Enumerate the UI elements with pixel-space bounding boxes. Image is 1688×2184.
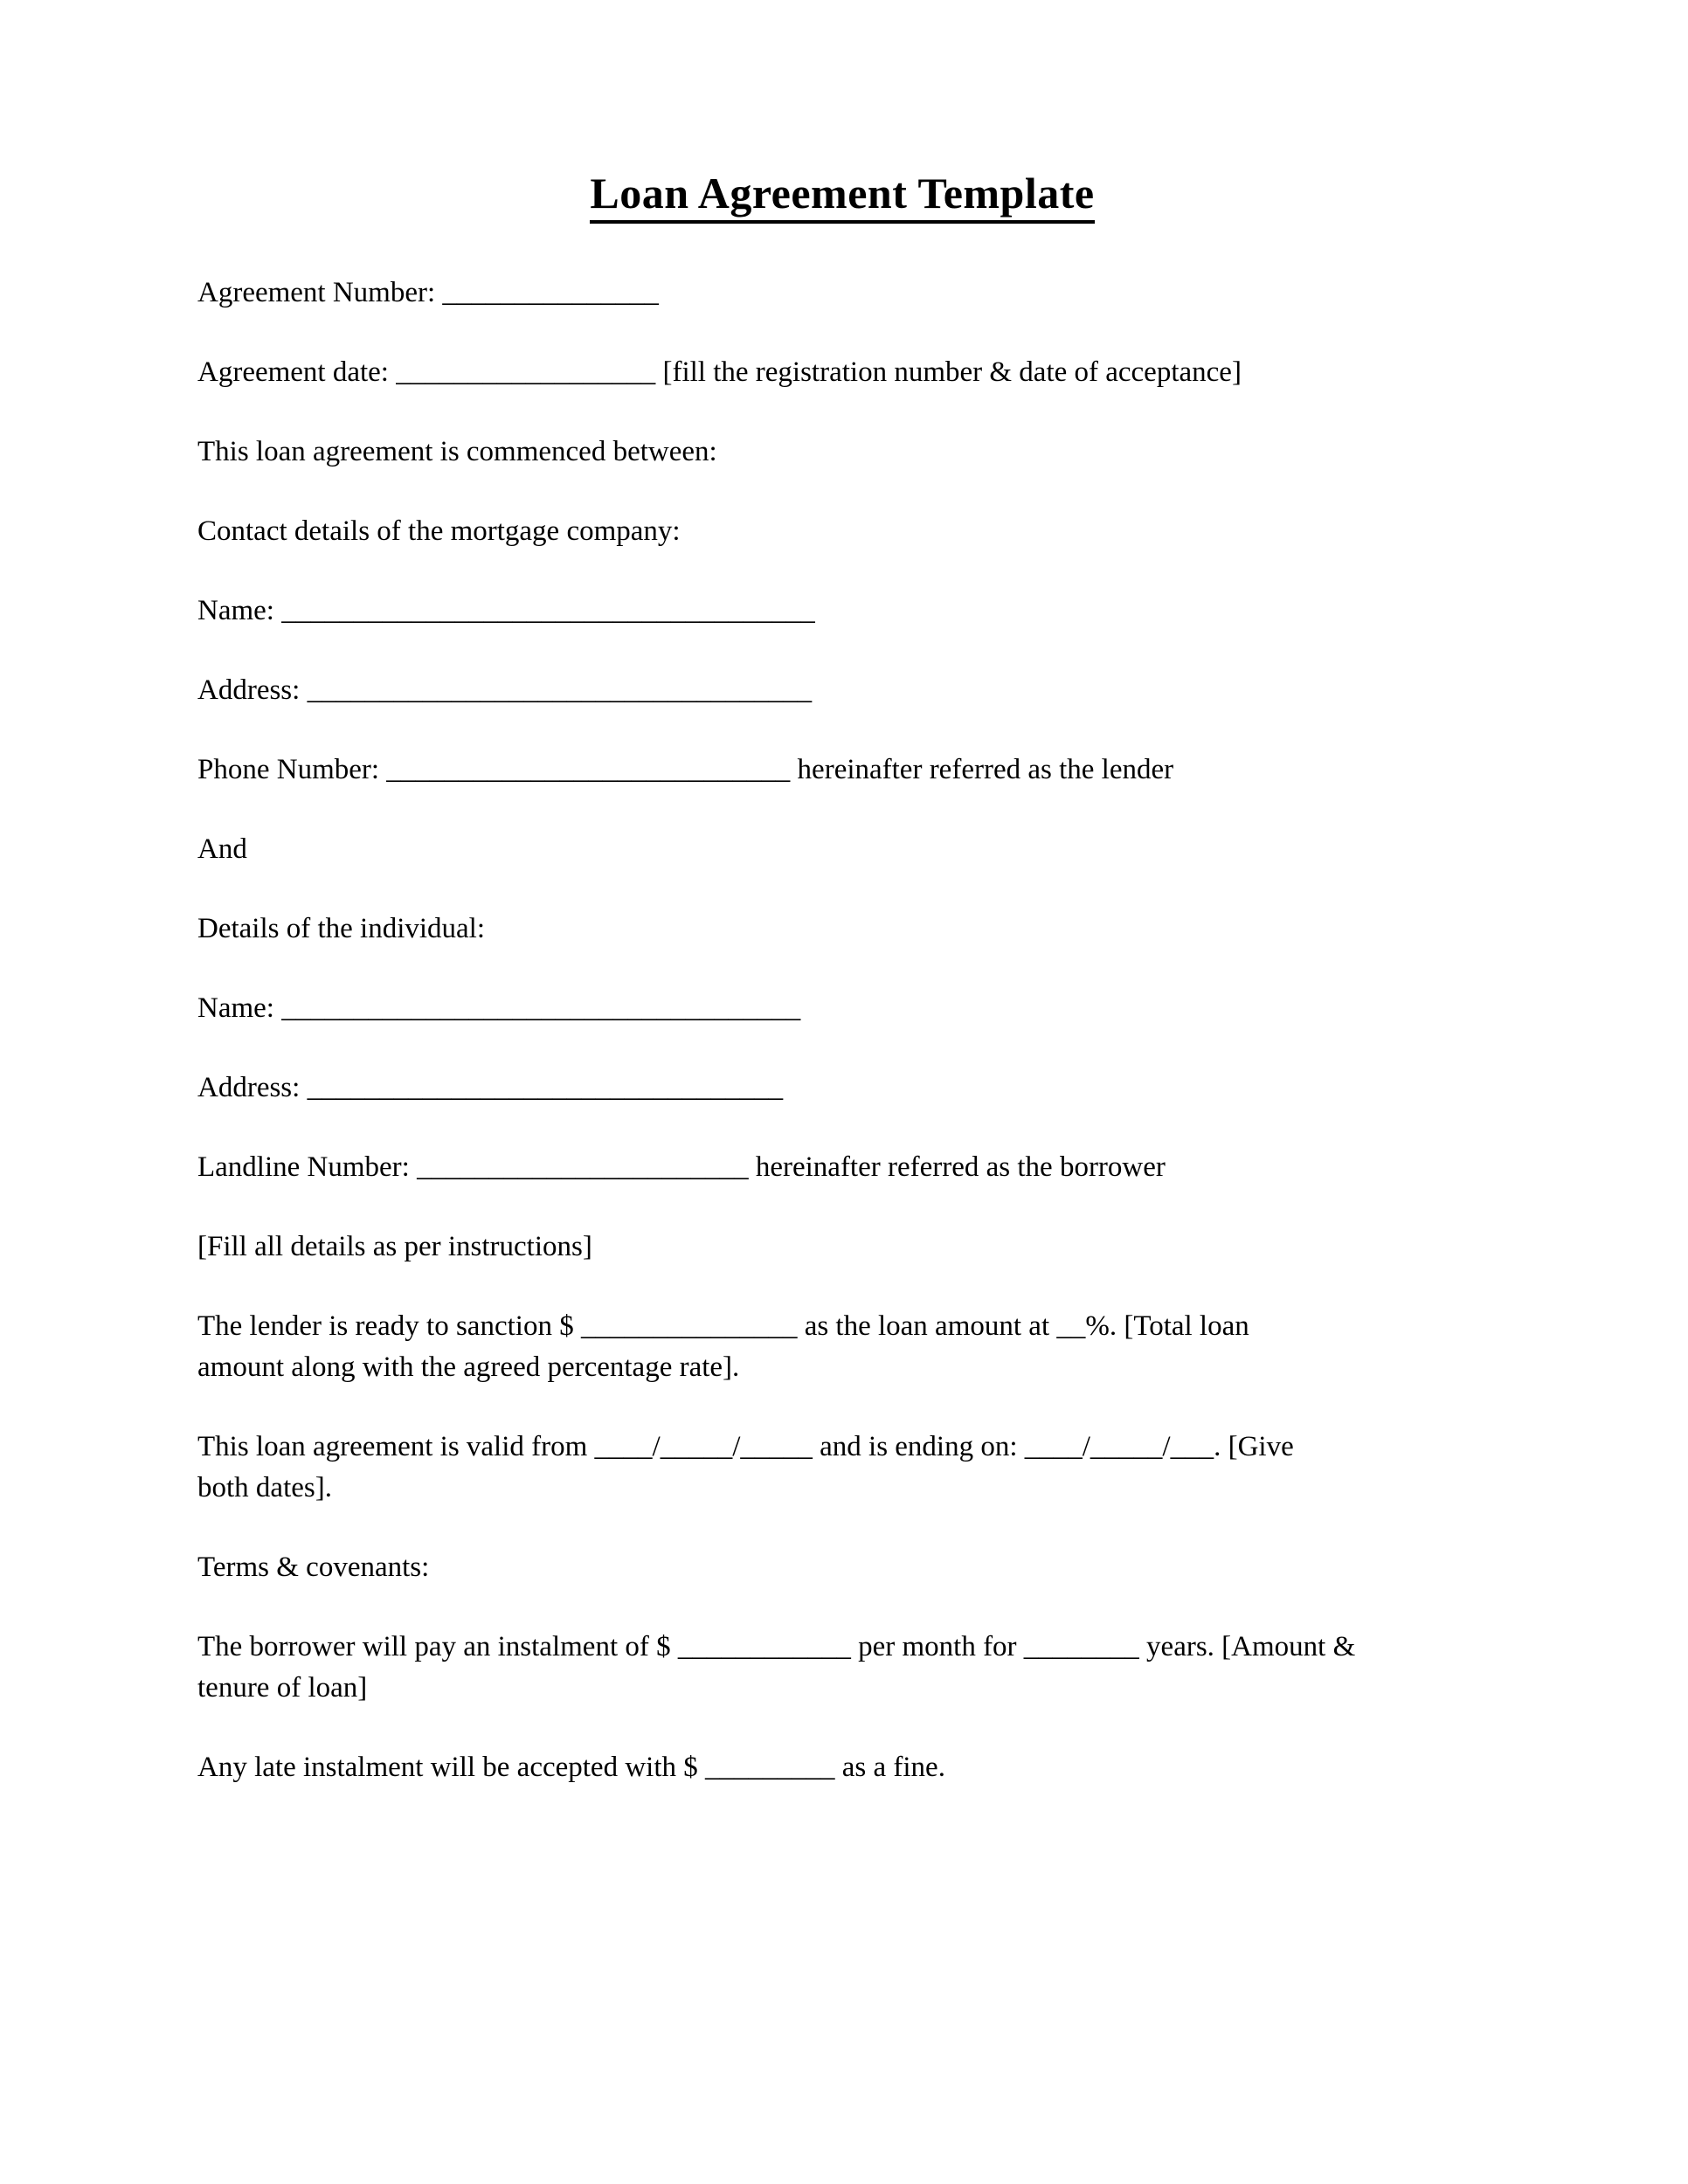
paragraph-individual-name bbox=[197, 988, 1487, 1029]
text-line: Any late instalment will be accepted with $ _________ as a fine. bbox=[197, 1752, 945, 1783]
paragraph-sanction-amount bbox=[197, 1306, 1487, 1388]
text-line: And bbox=[197, 833, 247, 865]
text-line: both dates]. bbox=[197, 1472, 332, 1503]
paragraph-agreement-date bbox=[197, 352, 1487, 393]
paragraph-company-name bbox=[197, 591, 1487, 632]
text-line: Agreement date: __________________ [fill the registration number & date of acceptance] bbox=[197, 356, 1242, 388]
text-line: Name: _____________________________________ bbox=[197, 595, 815, 626]
paragraph-agreement-number bbox=[197, 273, 1487, 314]
paragraph-company-phone bbox=[197, 750, 1487, 791]
paragraph-fill-instructions-note bbox=[197, 1227, 1487, 1268]
text-line: Contact details of the mortgage company: bbox=[197, 515, 681, 547]
text-line: This loan agreement is valid from ____/_____/_____ and is ending on: ____/_____/___. [Give bbox=[197, 1431, 1294, 1462]
paragraph-company-contact-heading bbox=[197, 511, 1487, 552]
paragraph-terms-heading bbox=[197, 1547, 1487, 1588]
paragraph-commencement-statement bbox=[197, 432, 1487, 473]
document-body bbox=[197, 273, 1487, 1788]
text-line: Phone Number: ____________________________ hereinafter referred as the lender bbox=[197, 754, 1174, 785]
paragraph-and-connector bbox=[197, 829, 1487, 870]
paragraph-validity-dates bbox=[197, 1427, 1487, 1509]
text-line: amount along with the agreed percentage rate]. bbox=[197, 1351, 740, 1383]
paragraph-individual-address bbox=[197, 1068, 1487, 1109]
text-line: Address: ___________________________________ bbox=[197, 674, 813, 706]
text-line: This loan agreement is commenced between: bbox=[197, 436, 717, 467]
document-title-text: Loan Agreement Template bbox=[590, 169, 1094, 224]
paragraph-individual-heading bbox=[197, 909, 1487, 950]
paragraph-late-fine-terms bbox=[197, 1747, 1487, 1788]
text-line: [Fill all details as per instructions] bbox=[197, 1231, 592, 1262]
text-line: Address: _________________________________ bbox=[197, 1072, 784, 1103]
text-line: The borrower will pay an instalment of $ ____________ per month for ________ years. [Amount & bbox=[197, 1631, 1356, 1662]
text-line: tenure of loan] bbox=[197, 1672, 368, 1704]
text-line: Name: ____________________________________ bbox=[197, 992, 801, 1024]
text-line: The lender is ready to sanction $ _______________ as the loan amount at __%. [Total loan bbox=[197, 1310, 1249, 1342]
text-line: Details of the individual: bbox=[197, 913, 486, 944]
text-line: Agreement Number: _______________ bbox=[197, 277, 659, 308]
paragraph-instalment-terms bbox=[197, 1627, 1487, 1709]
paragraph-individual-landline bbox=[197, 1147, 1487, 1188]
paragraph-company-address bbox=[197, 670, 1487, 711]
text-line: Landline Number: _______________________ hereinafter referred as the borrower bbox=[197, 1151, 1166, 1183]
text-line: Terms & covenants: bbox=[197, 1552, 430, 1583]
document-title bbox=[197, 168, 1487, 218]
